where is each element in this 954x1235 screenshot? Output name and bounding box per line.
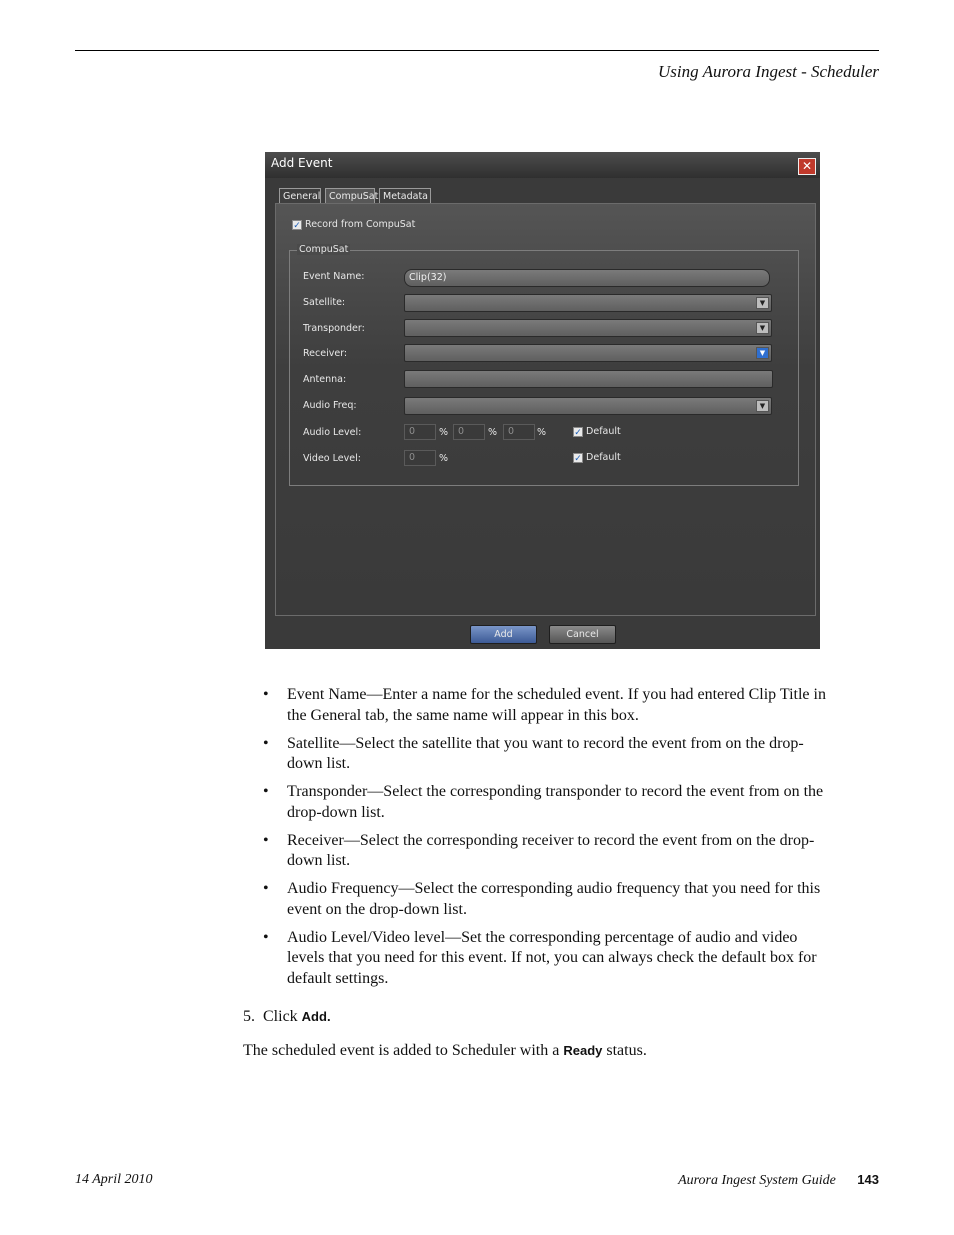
add-event-dialog — [265, 152, 820, 649]
list-item: • Receiver—Select the corresponding receiver to record the event from on the drop-down list. — [263, 831, 828, 872]
record-from-compusat-row[interactable] — [292, 219, 415, 230]
list-item: • Transponder—Select the corresponding transponder to record the event from on the drop-down list. — [263, 782, 828, 823]
footer-date: 14 April 2010 — [75, 1172, 153, 1187]
result-after: status. — [606, 1042, 647, 1059]
checkbox-checked-icon[interactable]: ✓ — [293, 220, 301, 231]
receiver-label: Receiver: — [303, 348, 348, 359]
antenna-label: Antenna: — [303, 374, 347, 385]
chevron-down-icon[interactable]: ▼ — [756, 400, 769, 412]
footer-guide-title: Aurora Ingest System Guide — [678, 1173, 836, 1188]
video-default-label: Default — [586, 452, 621, 463]
antenna-input[interactable] — [404, 370, 773, 388]
video-level-label: Video Level: — [303, 453, 361, 464]
page-number: 143 — [857, 1172, 879, 1187]
receiver-select[interactable] — [404, 344, 772, 362]
step-number: 5. — [243, 1008, 255, 1025]
footer-right — [678, 1172, 879, 1189]
checkbox-checked-icon[interactable]: ✓ — [574, 453, 582, 464]
audio-level-input-2[interactable]: 0 — [453, 424, 485, 440]
chevron-down-icon[interactable]: ▼ — [756, 322, 769, 334]
record-checkbox-label: Record from CompuSat — [305, 219, 416, 230]
transponder-select[interactable] — [404, 319, 772, 337]
checkbox-checked-icon[interactable]: ✓ — [574, 427, 582, 438]
audio-default-label: Default — [586, 426, 621, 437]
compusat-group-label: CompuSat — [299, 244, 349, 255]
step-5 — [243, 1008, 331, 1026]
list-item: • Audio Level/Video level—Set the corresponding percentage of audio and video levels that you need for this event. If not, you can always check the default box for default settings. — [263, 928, 828, 990]
audio-level-input-3[interactable]: 0 — [503, 424, 535, 440]
tab-metadata[interactable]: Metadata — [379, 188, 431, 203]
audio-default-checkbox[interactable] — [573, 426, 621, 437]
audio-freq-select[interactable] — [404, 397, 772, 415]
step-action: Add. — [301, 1009, 331, 1024]
ready-status: Ready — [563, 1043, 603, 1058]
tab-general[interactable]: General — [279, 188, 321, 203]
tab-compusat[interactable]: CompuSat — [325, 188, 375, 203]
event-name-value: Clip(32) — [409, 272, 447, 283]
percent-sign: % — [488, 427, 498, 438]
close-icon[interactable]: ✕ — [798, 158, 816, 175]
dialog-title: Add Event — [271, 156, 333, 170]
list-item: • Satellite—Select the satellite that you want to record the event from on the drop-down list. — [263, 734, 828, 775]
step-text: Click — [263, 1008, 298, 1025]
field-description-list — [263, 685, 828, 997]
result-paragraph — [243, 1042, 647, 1060]
percent-sign: % — [537, 427, 547, 438]
result-before: The scheduled event is added to Scheduler with a — [243, 1042, 560, 1059]
transponder-label: Transponder: — [303, 323, 365, 334]
percent-sign: % — [439, 427, 449, 438]
audio-level-input-1[interactable]: 0 — [404, 424, 436, 440]
video-default-checkbox[interactable] — [573, 452, 621, 463]
dialog-titlebar — [265, 152, 820, 178]
percent-sign: % — [439, 453, 449, 464]
list-item: • Audio Frequency—Select the corresponding audio frequency that you need for this event on the drop-down list. — [263, 879, 828, 920]
satellite-label: Satellite: — [303, 297, 346, 308]
chevron-down-icon[interactable]: ▼ — [756, 347, 769, 359]
add-button[interactable]: Add — [470, 625, 537, 644]
video-level-input[interactable]: 0 — [404, 450, 436, 466]
running-header: Using Aurora Ingest - Scheduler — [658, 62, 879, 81]
list-item: • Event Name—Enter a name for the scheduled event. If you had entered Clip Title in the General tab, the same name will appear in this box. — [263, 685, 828, 726]
header-rule — [75, 50, 879, 51]
event-name-input[interactable] — [404, 269, 770, 287]
chevron-down-icon[interactable]: ▼ — [756, 297, 769, 309]
audio-level-label: Audio Level: — [303, 427, 362, 438]
cancel-button[interactable]: Cancel — [549, 625, 616, 644]
satellite-select[interactable] — [404, 294, 772, 312]
event-name-label: Event Name: — [303, 271, 365, 282]
audio-freq-label: Audio Freq: — [303, 400, 357, 411]
